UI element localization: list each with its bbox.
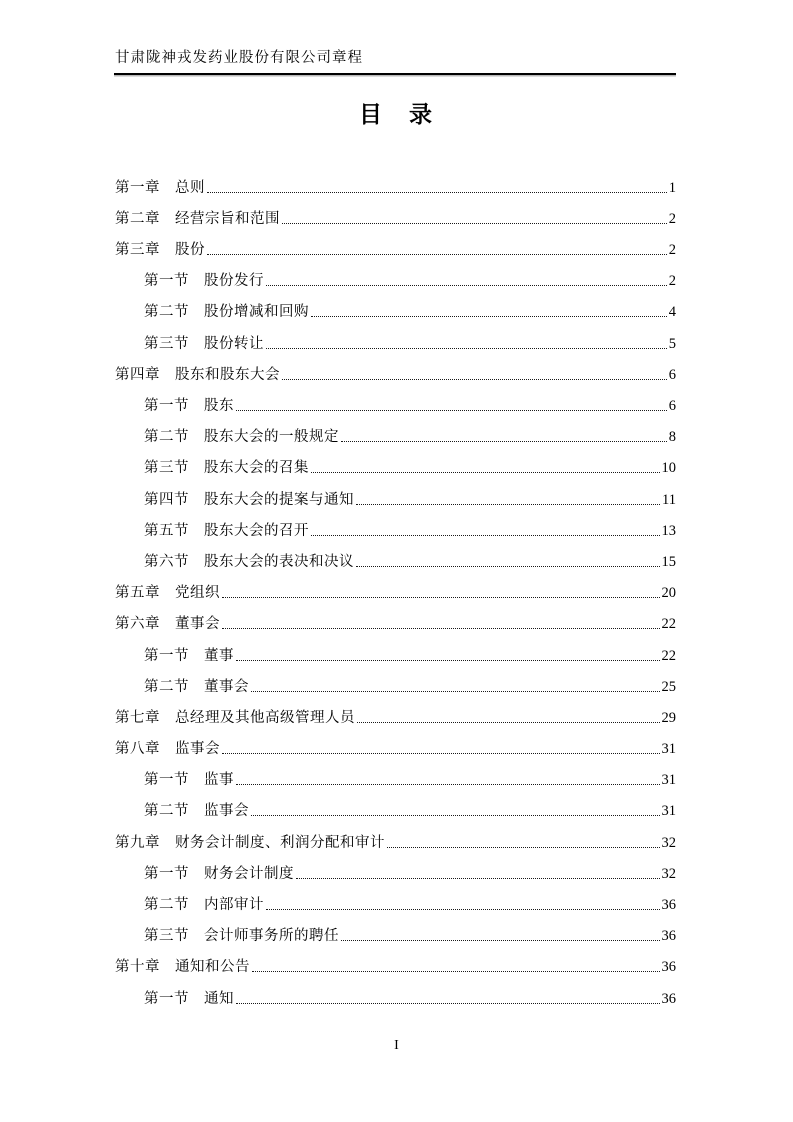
toc-entry-title: 总则 — [175, 179, 205, 196]
toc-entry — [115, 606, 676, 637]
toc-entry — [115, 512, 676, 543]
toc-entry-title: 通知 — [204, 990, 234, 1007]
toc-entry-page: 11 — [662, 491, 676, 508]
toc-entry-number: 第一节 — [144, 990, 189, 1007]
toc-entry — [115, 325, 676, 356]
toc-entry — [115, 263, 676, 294]
toc-entry — [115, 387, 676, 418]
toc-dot-leader — [311, 316, 667, 317]
toc-entry — [115, 918, 676, 949]
toc-entry-number: 第二节 — [144, 897, 189, 913]
toc-entry-number: 第三节 — [144, 928, 189, 945]
toc-entry — [115, 886, 676, 917]
toc-dot-leader — [266, 285, 667, 286]
toc-title: 目 录 — [359, 102, 434, 127]
toc-dot-leader — [356, 504, 660, 505]
toc-entry-page: 6 — [668, 398, 676, 414]
toc-entry-number: 第九章 — [115, 834, 160, 851]
toc-entry-number: 第三章 — [115, 242, 160, 259]
toc-dot-leader — [236, 660, 660, 661]
page-number: I — [394, 1038, 399, 1053]
toc-dot-leader — [311, 472, 660, 473]
toc-entry — [115, 169, 676, 200]
toc-entry-page: 36 — [661, 990, 676, 1007]
toc-entry-number: 第七章 — [115, 709, 160, 726]
toc-entry-title: 股东大会的表决和决议 — [204, 553, 354, 570]
toc-dot-leader — [266, 348, 667, 349]
toc-entry — [115, 855, 676, 886]
toc-dot-leader — [222, 628, 660, 629]
toc-entry-page: 2 — [668, 273, 676, 290]
toc-entry-title: 经营宗旨和范围 — [175, 210, 280, 227]
toc-entry-page: 4 — [668, 304, 676, 321]
toc-entry-number: 第二节 — [144, 678, 189, 695]
toc-entry-title: 监事会 — [175, 741, 220, 758]
toc-entry — [115, 543, 676, 574]
toc-entry-number: 第二节 — [144, 803, 189, 820]
toc-entry-page: 13 — [661, 522, 676, 539]
toc-entry — [115, 450, 676, 481]
toc-entry-page: 10 — [661, 460, 676, 477]
toc-entry-page: 25 — [661, 678, 676, 695]
toc-entry — [115, 824, 676, 855]
toc-entry-number: 第一节 — [144, 865, 189, 882]
toc-entry-number: 第四节 — [144, 491, 189, 508]
toc-dot-leader — [282, 223, 667, 224]
toc-entry-page: 2 — [668, 210, 676, 227]
toc-entry-number: 第一节 — [144, 398, 189, 414]
toc-entry-page: 31 — [661, 741, 676, 758]
toc-entry-title: 股东大会的召集 — [204, 460, 309, 477]
toc-entry-title: 董事会 — [204, 678, 249, 695]
toc-entry-number: 第五章 — [115, 585, 160, 602]
toc-entry-title: 股份增减和回购 — [204, 304, 309, 321]
toc-entry-page: 1 — [668, 179, 676, 196]
toc-entry-title: 财务会计制度 — [204, 865, 294, 882]
toc-entry-title: 会计师事务所的聘任 — [204, 928, 339, 945]
toc-entry-page: 32 — [661, 834, 676, 851]
toc-entry-title: 股东大会的提案与通知 — [204, 491, 354, 508]
toc-entry-title: 财务会计制度、利润分配和审计 — [175, 834, 385, 851]
toc-entry-page: 32 — [661, 865, 676, 882]
toc-dot-leader — [222, 597, 660, 598]
toc-entry-number: 第三节 — [144, 460, 189, 477]
toc-entry-number: 第一节 — [144, 273, 189, 290]
toc-dot-leader — [357, 722, 660, 723]
toc-entry-number: 第一章 — [115, 179, 160, 196]
toc-dot-leader — [296, 878, 660, 879]
toc-dot-leader — [251, 815, 660, 816]
toc-entry — [115, 574, 676, 605]
toc-entry-title: 股东大会的召开 — [204, 522, 309, 539]
header-divider — [114, 73, 676, 75]
toc-entry — [115, 980, 676, 1011]
toc-entry-number: 第四章 — [115, 366, 160, 383]
toc-entry-title: 股份 — [175, 242, 205, 259]
toc-entry — [115, 793, 676, 824]
toc-entry-number: 第二节 — [144, 304, 189, 321]
toc-entry-title: 股份发行 — [204, 273, 264, 290]
toc-entry — [115, 730, 676, 761]
toc-entry-page: 2 — [668, 242, 676, 259]
toc-entry — [115, 200, 676, 231]
toc-dot-leader — [236, 410, 667, 411]
toc-entry-page: 22 — [661, 616, 676, 633]
toc-entry-number: 第六节 — [144, 553, 189, 570]
toc-entry-page: 6 — [668, 366, 676, 383]
toc-entry-page: 20 — [661, 585, 676, 602]
toc-entry-title: 股东大会的一般规定 — [204, 429, 339, 446]
toc-entry-page: 36 — [661, 959, 676, 976]
document-header-title: 甘肃陇神戎发药业股份有限公司章程 — [115, 50, 363, 66]
toc-entry-page: 36 — [661, 928, 676, 945]
toc-dot-leader — [356, 566, 660, 567]
toc-dot-leader — [207, 254, 667, 255]
toc-entry — [115, 762, 676, 793]
toc-entry-title: 董事会 — [175, 616, 220, 633]
toc-entry-number: 第一节 — [144, 647, 189, 664]
toc-dot-leader — [266, 909, 660, 910]
toc-entry-title: 监事会 — [204, 803, 249, 820]
toc-dot-leader — [236, 1003, 660, 1004]
toc-entry-page: 5 — [668, 335, 676, 352]
toc-entry-number: 第十章 — [115, 959, 160, 976]
toc-dot-leader — [236, 784, 660, 785]
toc-entry-number: 第一节 — [144, 772, 189, 789]
page-footer — [0, 1038, 793, 1054]
toc-dot-leader — [341, 441, 667, 442]
toc-dot-leader — [222, 753, 660, 754]
toc-entry — [115, 949, 676, 980]
toc-entry — [115, 231, 676, 262]
toc-dot-leader — [207, 192, 667, 193]
toc-entry — [115, 481, 676, 512]
toc-dot-leader — [251, 691, 660, 692]
toc-entry-title: 总经理及其他高级管理人员 — [175, 709, 355, 726]
toc-entry — [115, 419, 676, 450]
toc-entry-page: 29 — [661, 709, 676, 726]
toc-entry-title: 股东和股东大会 — [175, 366, 280, 383]
toc-entry-number: 第二章 — [115, 210, 160, 227]
toc-entry-number: 第五节 — [144, 522, 189, 539]
toc-entry — [115, 699, 676, 730]
toc-entry-title: 股东 — [204, 398, 234, 414]
toc-entry — [115, 637, 676, 668]
toc-entry-number: 第八章 — [115, 741, 160, 758]
toc-entry-page: 36 — [661, 897, 676, 913]
toc-dot-leader — [252, 971, 660, 972]
toc-entry — [115, 356, 676, 387]
toc-entry-title: 党组织 — [175, 585, 220, 602]
toc-list — [115, 169, 676, 1011]
toc-entry-page: 31 — [661, 803, 676, 820]
toc-dot-leader — [311, 535, 660, 536]
toc-dot-leader — [387, 847, 660, 848]
toc-entry-title: 内部审计 — [204, 897, 264, 913]
toc-entry-title: 通知和公告 — [175, 959, 250, 976]
toc-entry-number: 第三节 — [144, 335, 189, 352]
toc-entry-page: 8 — [668, 429, 676, 446]
toc-dot-leader — [282, 379, 667, 380]
toc-entry-title: 股份转让 — [204, 335, 264, 352]
toc-dot-leader — [341, 940, 660, 941]
toc-entry — [115, 668, 676, 699]
toc-entry-number: 第二节 — [144, 429, 189, 446]
toc-entry-title: 董事 — [204, 647, 234, 664]
toc-entry — [115, 294, 676, 325]
toc-entry-page: 31 — [661, 772, 676, 789]
toc-entry-page: 15 — [661, 553, 676, 570]
toc-entry-page: 22 — [661, 647, 676, 664]
toc-entry-number: 第六章 — [115, 616, 160, 633]
toc-entry-title: 监事 — [204, 772, 234, 789]
